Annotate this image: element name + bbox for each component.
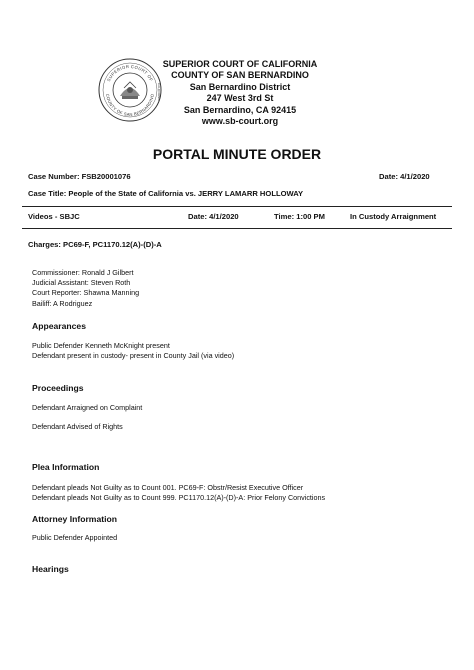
officer-commissioner: Commissioner: Ronald J Gilbert <box>32 268 134 277</box>
court-header <box>150 59 330 127</box>
list-item: Public Defender Appointed <box>32 533 118 542</box>
divider-top <box>22 206 452 207</box>
list-item: Public Defender Kenneth McKnight present <box>32 341 170 350</box>
court-county: COUNTY OF SAN BERNARDINO <box>171 70 309 81</box>
court-website[interactable]: www.sb-court.org <box>201 116 279 127</box>
case-date: Date: 4/1/2020 <box>379 172 430 181</box>
court-officers <box>32 268 139 309</box>
case-title: Case Title: People of the State of California vs. JERRY LAMARR HOLLOWAY <box>28 189 304 198</box>
officer-bailiff: Bailiff: A Rodriguez <box>32 298 93 308</box>
appearances-list <box>32 341 234 361</box>
officer-court-reporter: Court Reporter: Shawna Manning <box>32 288 140 298</box>
document-title: PORTAL MINUTE ORDER <box>152 146 322 162</box>
hearing-date: Date: 4/1/2020 <box>188 212 239 221</box>
hearings-heading: Hearings <box>32 564 69 574</box>
plea-list <box>32 483 325 503</box>
list-item: Defendant present in custody- present in County Jail (via video) <box>32 351 235 361</box>
list-item: Defendant Advised of Rights <box>32 422 123 431</box>
case-number: Case Number: FSB20001076 <box>28 172 131 181</box>
court-street: 247 West 3rd St <box>206 93 274 104</box>
seal-right-text: CALIFORNIA <box>157 82 161 102</box>
appearances-heading: Appearances <box>32 321 86 331</box>
court-name: SUPERIOR COURT OF CALIFORNIA <box>162 59 318 69</box>
list-item: Defendant Arraigned on Complaint <box>32 403 143 412</box>
list-item: Defendant pleads Not Guilty as to Count 999. PC1170.12(A)-(D)-A: Prior Felony Convictions <box>32 493 326 503</box>
charges: Charges: PC69-F, PC1170.12(A)-(D)-A <box>28 240 162 249</box>
court-district: San Bernardino District <box>189 81 291 92</box>
seal-bottom-text: COUNTY OF SAN BERNARDINO <box>105 93 155 118</box>
seal-top-text: SUPERIOR COURT OF <box>105 63 155 83</box>
officer-judicial-assistant: Judicial Assistant: Steven Roth <box>32 278 131 288</box>
hearing-type: In Custody Arraignment <box>350 212 437 221</box>
plea-heading: Plea Information <box>32 462 100 472</box>
attorney-heading: Attorney Information <box>32 514 117 524</box>
court-city: San Bernardino, CA 92415 <box>183 104 297 115</box>
divider-bottom <box>22 228 452 229</box>
list-item: Defendant pleads Not Guilty as to Count 001. PC69-F: Obstr/Resist Executive Officer <box>32 483 304 492</box>
hearing-time: Time: 1:00 PM <box>274 212 325 221</box>
proceedings-heading: Proceedings <box>32 383 84 393</box>
hearing-department: Videos - SBJC <box>28 212 80 221</box>
